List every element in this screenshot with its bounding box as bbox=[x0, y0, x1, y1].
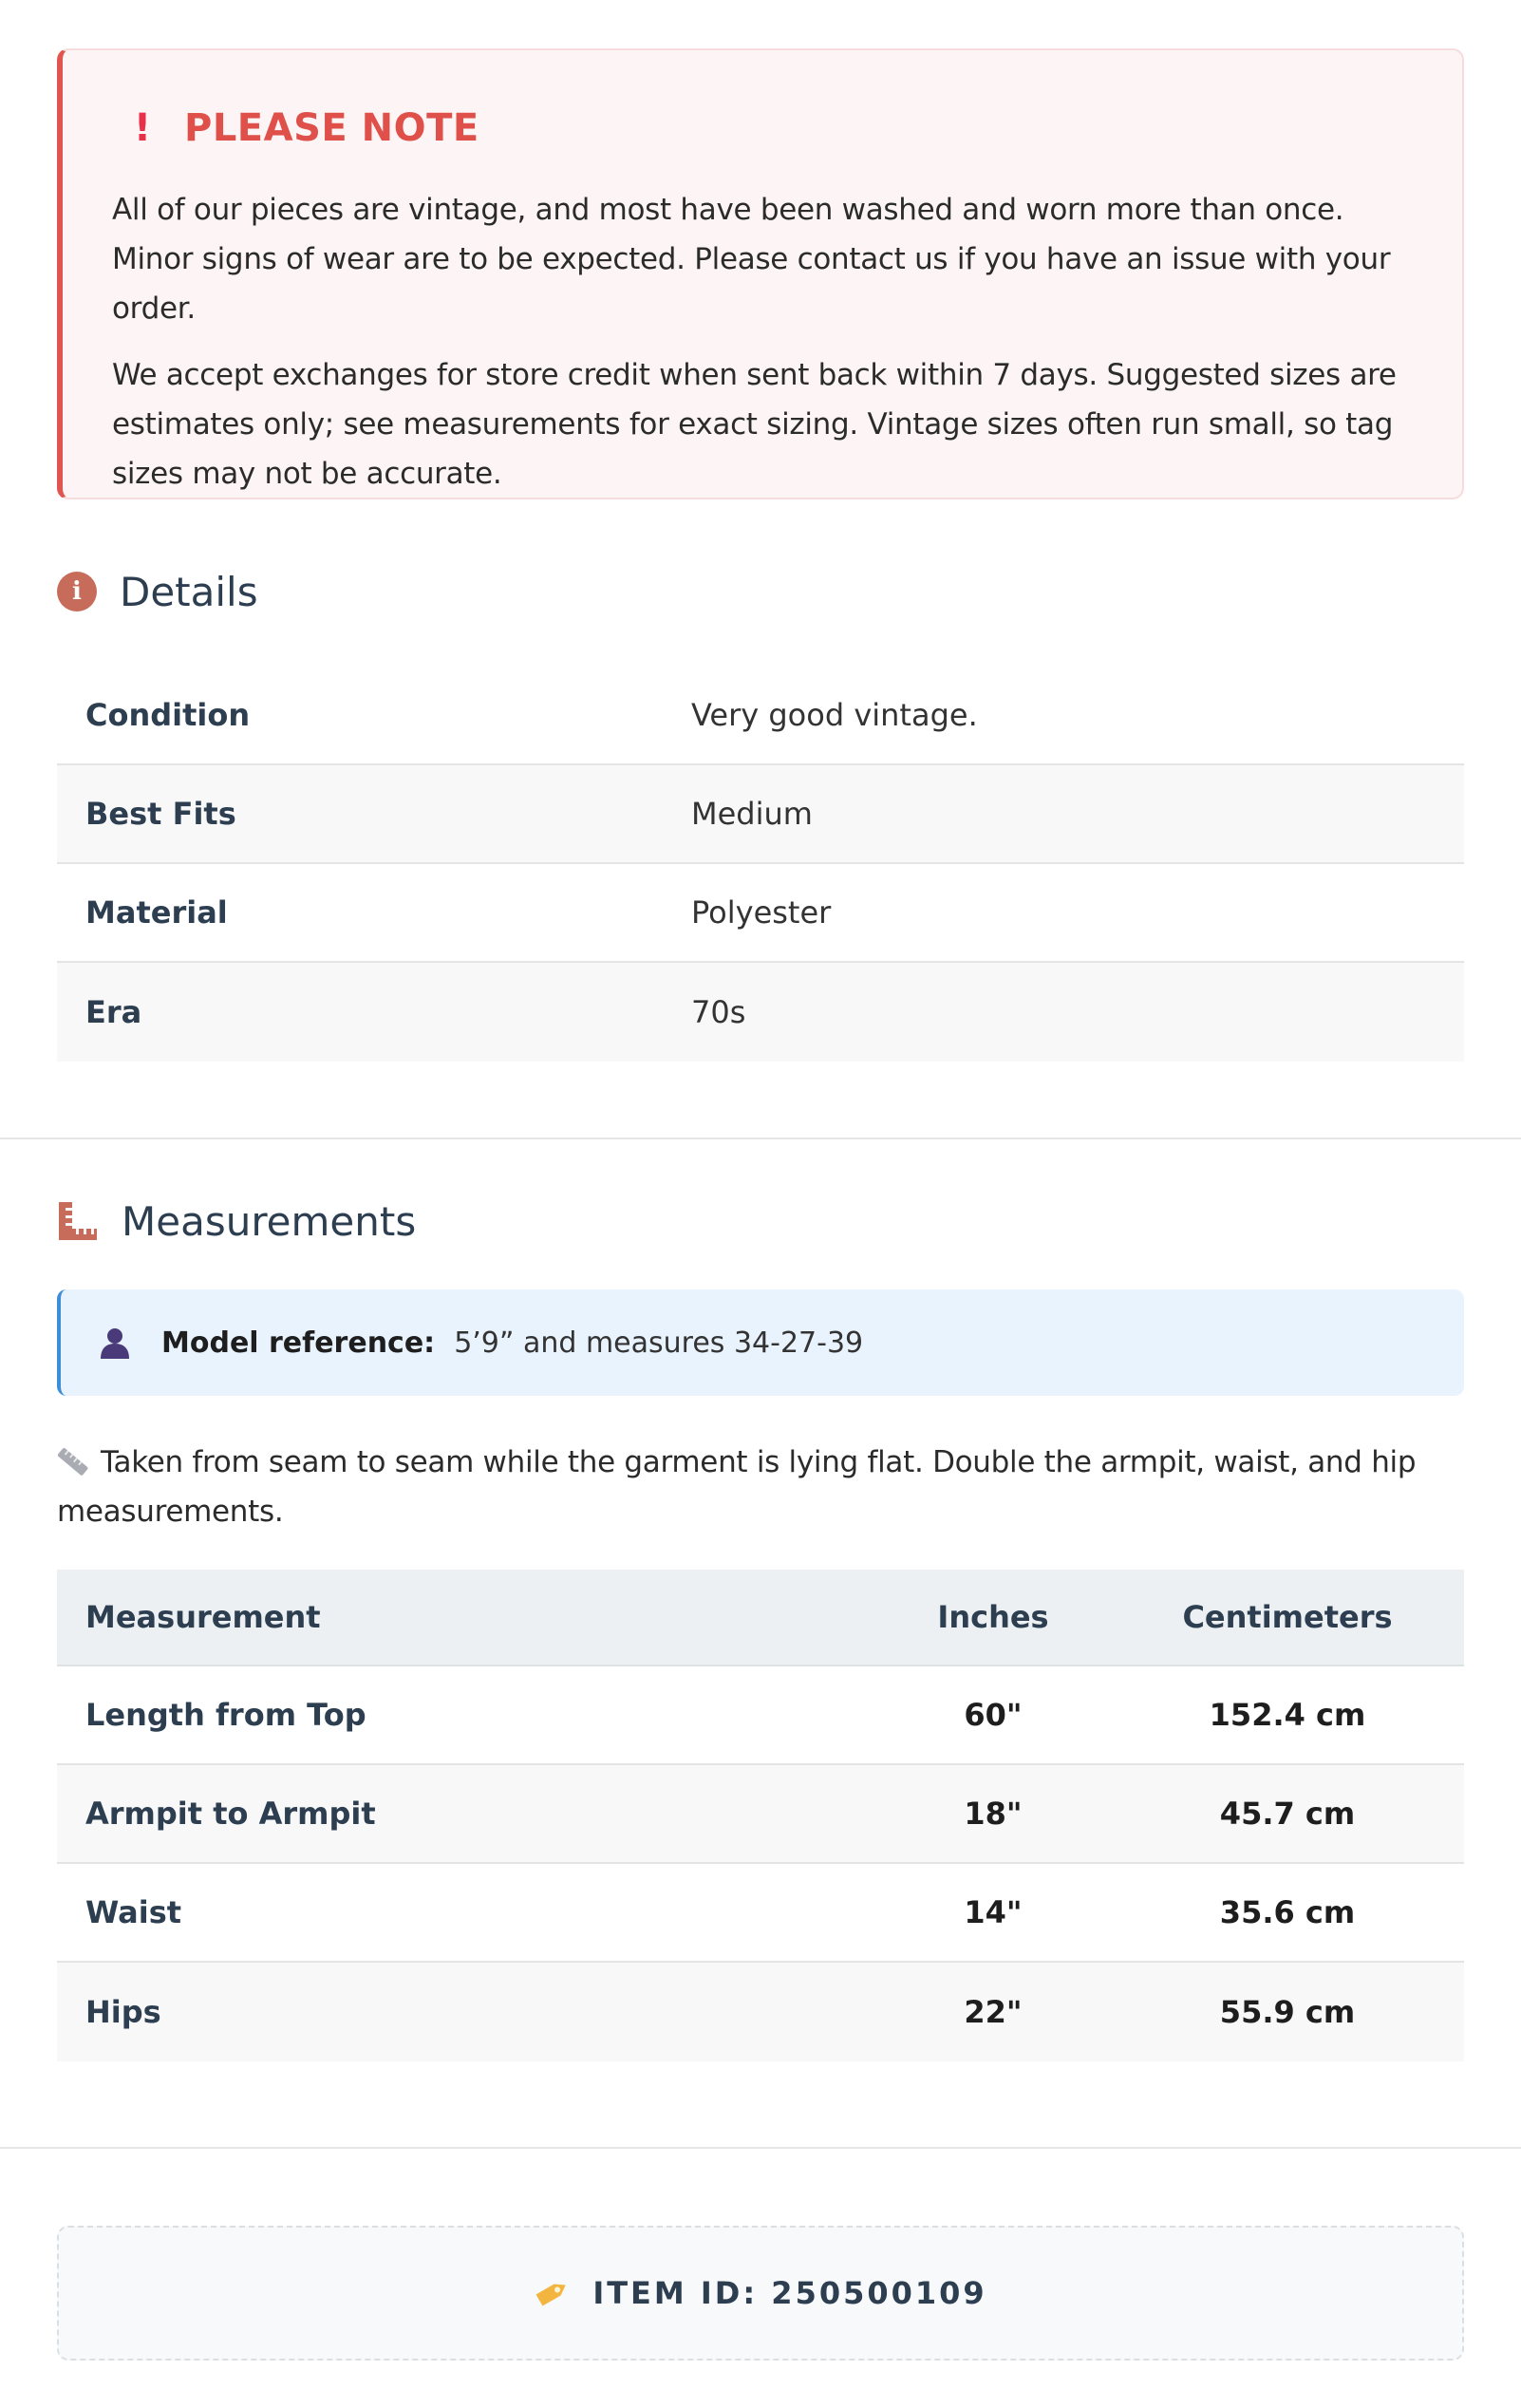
person-icon bbox=[99, 1326, 131, 1359]
details-value: Polyester bbox=[691, 894, 832, 931]
details-label: Era bbox=[85, 994, 142, 1030]
measurement-cm: 35.6 cm bbox=[1219, 1894, 1356, 1930]
measurements-title: Measurements bbox=[122, 1197, 417, 1245]
details-label: Best Fits bbox=[85, 796, 236, 832]
measurement-inches: 14" bbox=[964, 1894, 1023, 1930]
item-id-box bbox=[57, 2226, 1464, 2361]
measurement-note bbox=[57, 1438, 1424, 1536]
info-icon: i bbox=[57, 572, 97, 611]
model-reference-label: Model reference: bbox=[161, 1326, 436, 1360]
column-header-inches: Inches bbox=[937, 1599, 1049, 1635]
model-reference-box bbox=[57, 1289, 1464, 1396]
measurement-name: Hips bbox=[85, 1994, 161, 2030]
table-row bbox=[57, 1666, 1464, 1765]
details-table bbox=[57, 667, 1464, 1062]
ruler-small-icon bbox=[57, 1447, 89, 1476]
measurement-cm: 45.7 cm bbox=[1219, 1796, 1356, 1832]
column-header-centimeters: Centimeters bbox=[1182, 1599, 1393, 1635]
note-paragraph-1: All of our pieces are vintage, and most have been washed and worn more than once. Minor signs of wear are to be expected. Please contact us if you have an issue with your order. bbox=[112, 193, 1391, 326]
measurement-name: Waist bbox=[85, 1894, 182, 1930]
measurement-cm: 55.9 cm bbox=[1219, 1994, 1356, 2030]
item-id-text: ITEM ID: 250500109 bbox=[592, 2275, 987, 2311]
measurement-name: Armpit to Armpit bbox=[85, 1796, 376, 1832]
details-row-best-fits bbox=[57, 765, 1464, 864]
details-row-condition bbox=[57, 667, 1464, 765]
please-note-header bbox=[112, 103, 1415, 153]
measurements-table-header bbox=[57, 1570, 1464, 1666]
table-row bbox=[57, 1864, 1464, 1963]
model-reference-value: 5’9” and measures 34-27-39 bbox=[454, 1326, 864, 1360]
details-title: Details bbox=[120, 568, 258, 615]
measurement-name: Length from Top bbox=[85, 1697, 366, 1733]
ruler-icon bbox=[57, 1200, 99, 1242]
table-row bbox=[57, 1963, 1464, 2061]
measurement-inches: 22" bbox=[964, 1994, 1023, 2030]
details-label: Condition bbox=[85, 697, 251, 733]
details-value: Medium bbox=[691, 796, 813, 832]
table-row bbox=[57, 1765, 1464, 1864]
section-divider bbox=[0, 1138, 1521, 1139]
details-header bbox=[57, 567, 258, 616]
measurement-note-text: Taken from seam to seam while the garment is lying flat. Double the armpit, waist, and hip measurements. bbox=[57, 1445, 1417, 1529]
details-row-era bbox=[57, 963, 1464, 1062]
measurement-cm: 152.4 cm bbox=[1209, 1697, 1366, 1733]
details-value: 70s bbox=[691, 994, 746, 1030]
measurements-header bbox=[57, 1196, 416, 1246]
section-divider bbox=[0, 2147, 1521, 2149]
tag-icon bbox=[534, 2277, 570, 2309]
measurements-table bbox=[57, 1570, 1464, 2061]
please-note-title: PLEASE NOTE bbox=[184, 106, 479, 150]
please-note-callout bbox=[57, 48, 1464, 499]
measurement-inches: 60" bbox=[964, 1697, 1023, 1733]
details-row-material bbox=[57, 864, 1464, 963]
column-header-measurement: Measurement bbox=[85, 1599, 321, 1635]
exclamation-icon: ! bbox=[133, 106, 152, 150]
measurement-inches: 18" bbox=[964, 1796, 1023, 1832]
details-label: Material bbox=[85, 894, 228, 931]
details-value: Very good vintage. bbox=[691, 697, 978, 733]
note-paragraph-2: We accept exchanges for store credit when sent back within 7 days. Suggested sizes are estimates only; see measurements for exact sizing. Vintage sizes often run small, so tag sizes may not be accurate. bbox=[112, 358, 1397, 491]
